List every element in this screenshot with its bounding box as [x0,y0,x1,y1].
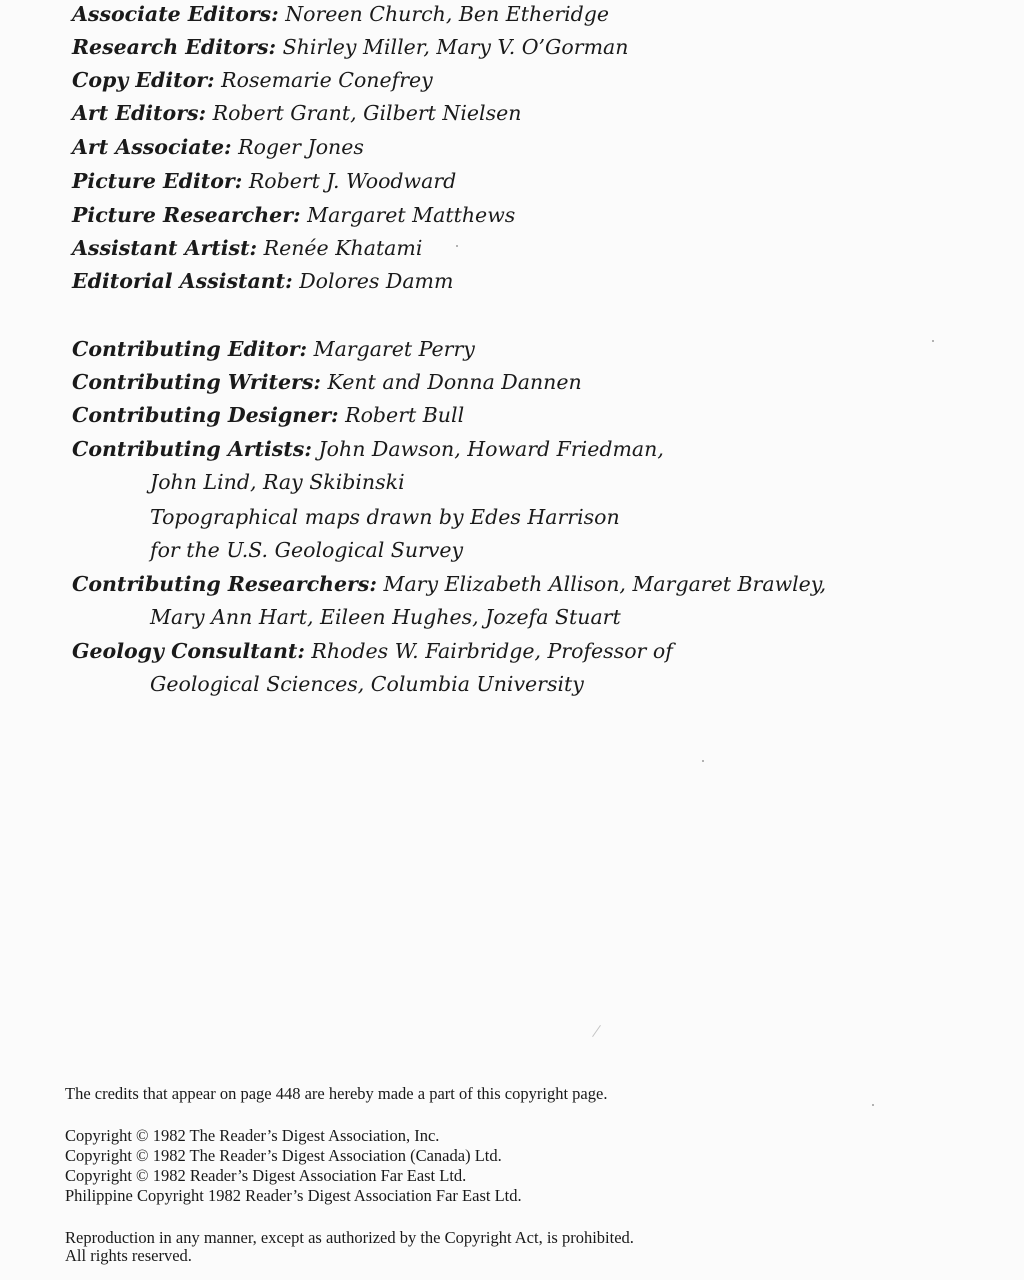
credit-role: Picture Researcher: [72,203,301,227]
contributing-line [72,399,464,431]
continuation-line: Geological Sciences, Columbia University [150,672,584,696]
copyright-line: Copyright © 1982 The Reader’s Digest Association (Canada) Ltd. [65,1146,502,1165]
continuation-line: for the U.S. Geological Survey [150,538,464,562]
credit-names: Rhodes W. Fairbridge, Professor of [311,639,673,663]
rights-notice: All rights reserved. [65,1246,192,1265]
contributing-line [72,568,826,600]
contributing-line [72,433,664,465]
credit-names: Margaret Matthews [307,203,516,227]
copyright-line: Copyright © 1982 The Reader’s Digest Association, Inc. [65,1126,440,1145]
credit-names: Margaret Perry [313,337,475,361]
scan-speck [932,340,934,342]
scan-scratch [592,1025,601,1037]
copyright-line: Philippine Copyright 1982 Reader’s Digest Association Far East Ltd. [65,1186,522,1205]
credit-role: Editorial Assistant: [72,269,293,293]
credit-line [72,265,453,297]
continuation-line: John Lind, Ray Skibinski [150,470,405,494]
credit-role: Contributing Artists: [72,437,312,461]
credit-line [72,31,628,63]
copyright-line: Copyright © 1982 Reader’s Digest Association Far East Ltd. [65,1166,467,1185]
credit-role: Copy Editor: [72,68,215,92]
credit-role: Picture Editor: [72,169,243,193]
credit-line [72,165,456,197]
reproduction-notice: Reproduction in any manner, except as authorized by the Copyright Act, is prohibited. [65,1228,634,1247]
credit-names: Robert J. Woodward [248,169,457,193]
credit-line [72,0,609,30]
credit-role: Art Editors: [72,101,207,125]
credit-role: Contributing Designer: [72,403,339,427]
scan-speck [702,760,704,762]
credit-names: Mary Elizabeth Allison, Margaret Brawley, [383,572,827,596]
credit-line [72,64,433,96]
credit-names: Dolores Damm [299,269,454,293]
credit-names: Kent and Donna Dannen [327,370,582,394]
credit-line [72,97,521,129]
credit-role: Contributing Editor: [72,337,308,361]
credit-line [72,232,422,264]
credit-names: Noreen Church, Ben Etheridge [285,2,610,26]
credit-role: Research Editors: [72,35,277,59]
credit-names: John Dawson, Howard Friedman, [318,437,664,461]
continuation-line: Topographical maps drawn by Edes Harrison [150,505,620,529]
credit-names: Rosemarie Conefrey [221,68,433,92]
credit-role: Geology Consultant: [72,639,305,663]
credit-names: Shirley Miller, Mary V. O’Gorman [282,35,629,59]
scan-speck [456,245,458,247]
credit-role: Art Associate: [72,135,232,159]
contributing-line [72,635,673,667]
credit-names: Roger Jones [238,135,364,159]
credit-line [72,131,364,163]
credit-line [72,199,515,231]
continuation-line: Mary Ann Hart, Eileen Hughes, Jozefa Stuart [150,605,621,629]
credit-names: Robert Bull [345,403,465,427]
credit-names: Robert Grant, Gilbert Nielsen [212,101,522,125]
credit-role: Contributing Researchers: [72,572,377,596]
scan-speck [872,1104,874,1106]
credit-role: Associate Editors: [72,2,279,26]
credit-role: Contributing Writers: [72,370,321,394]
contributing-line [72,366,582,398]
credit-role: Assistant Artist: [72,236,258,260]
credits-note: The credits that appear on page 448 are hereby made a part of this copyright page. [65,1084,608,1103]
credit-names: Renée Khatami [263,236,423,260]
contributing-line [72,333,475,365]
